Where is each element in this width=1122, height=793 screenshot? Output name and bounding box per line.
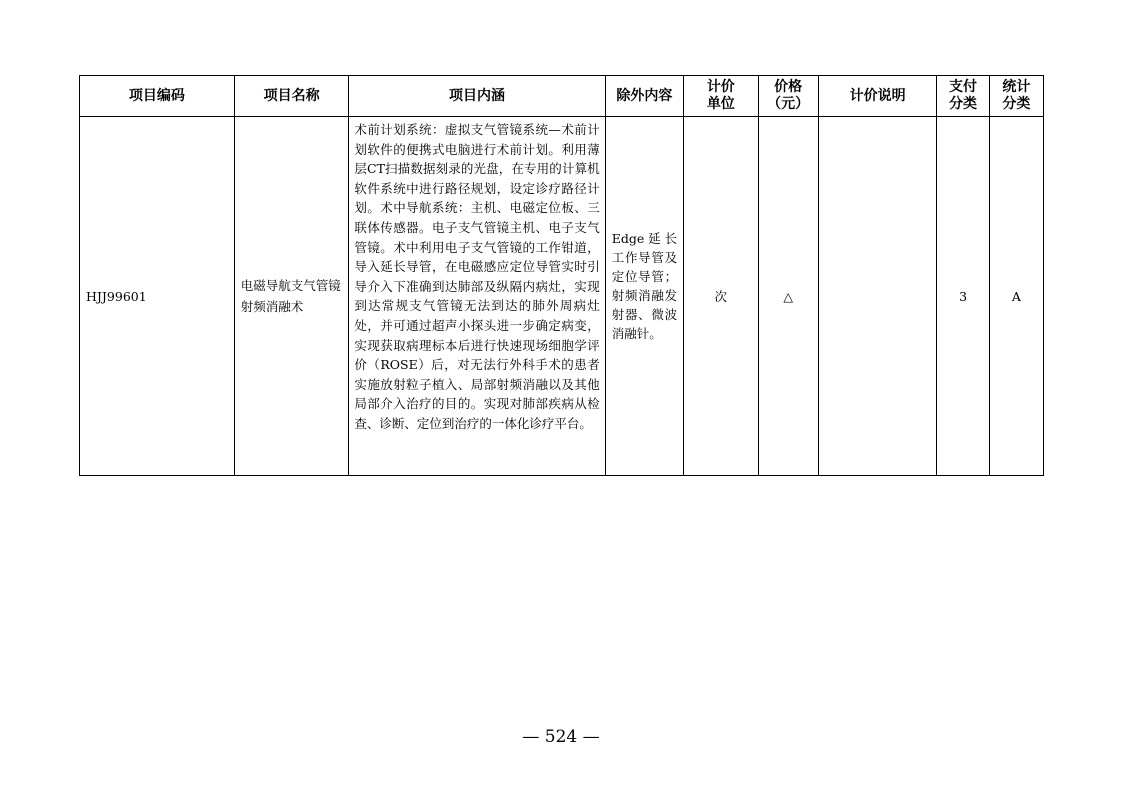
cell-name: 电磁导航支气管镜射频消融术 (234, 117, 349, 476)
cell-pricing-note (818, 117, 937, 476)
header-stat-line1: 统计 (1002, 79, 1031, 95)
header-price-line2: （元） (767, 96, 810, 112)
cell-exclusions: Edge延长工作导管及定位导管；射频消融发射器、微波消融针。 (605, 117, 683, 476)
header-payment-line2: 分类 (949, 96, 978, 112)
header-price (758, 76, 818, 117)
header-pricing-note: 计价说明 (818, 76, 937, 117)
header-content: 项目内涵 (349, 76, 605, 117)
cell-stat-class: A (989, 117, 1043, 476)
table-row (80, 117, 1044, 476)
header-exclusions: 除外内容 (605, 76, 683, 117)
header-payment-line1: 支付 (949, 79, 978, 95)
header-unit (684, 76, 758, 117)
header-payment-class (937, 76, 989, 117)
header-unit-line1: 计价 (706, 79, 735, 95)
header-unit-line2: 单位 (706, 96, 735, 112)
cell-unit: 次 (684, 117, 758, 476)
header-stat-class (989, 76, 1043, 117)
header-row (80, 76, 1044, 117)
header-code: 项目编码 (80, 76, 235, 117)
header-name: 项目名称 (234, 76, 349, 117)
cell-code: HJJ99601 (80, 117, 235, 476)
cell-content: 术前计划系统：虚拟支气管镜系统—术前计划软件的便携式电脑进行术前计划。利用薄层CT扫描数据刻录的光盘，在专用的计算机软件系统中进行路径规划，设定诊疗路径计划。术中导航系统：主机、电磁定位板、三联体传感器。电子支气管镜主机、电子支气管镜。术中利用电子支气管镜的工作钳道，导入延长导管，在电磁感应定位导管实时引导介入下准确到达肺部及纵隔内病灶，实现到达常规支气管镜无法到达的肺外周病灶处，并可通过超声小探头进一步确定病变，实现获取病理标本后进行快速现场细胞学评价（ROSE）后，对无法行外科手术的患者实施放射粒子植入、局部射频消融以及其他局部介入治疗的目的。实现对肺部疾病从检查、诊断、定位到治疗的一体化诊疗平台。 (349, 117, 605, 476)
fee-table (79, 75, 1044, 476)
page-number: — 524 — (522, 727, 600, 747)
cell-payment-class: 3 (937, 117, 989, 476)
cell-price: △ (758, 117, 818, 476)
header-stat-line2: 分类 (1002, 96, 1031, 112)
header-price-line1: 价格 (774, 79, 803, 95)
